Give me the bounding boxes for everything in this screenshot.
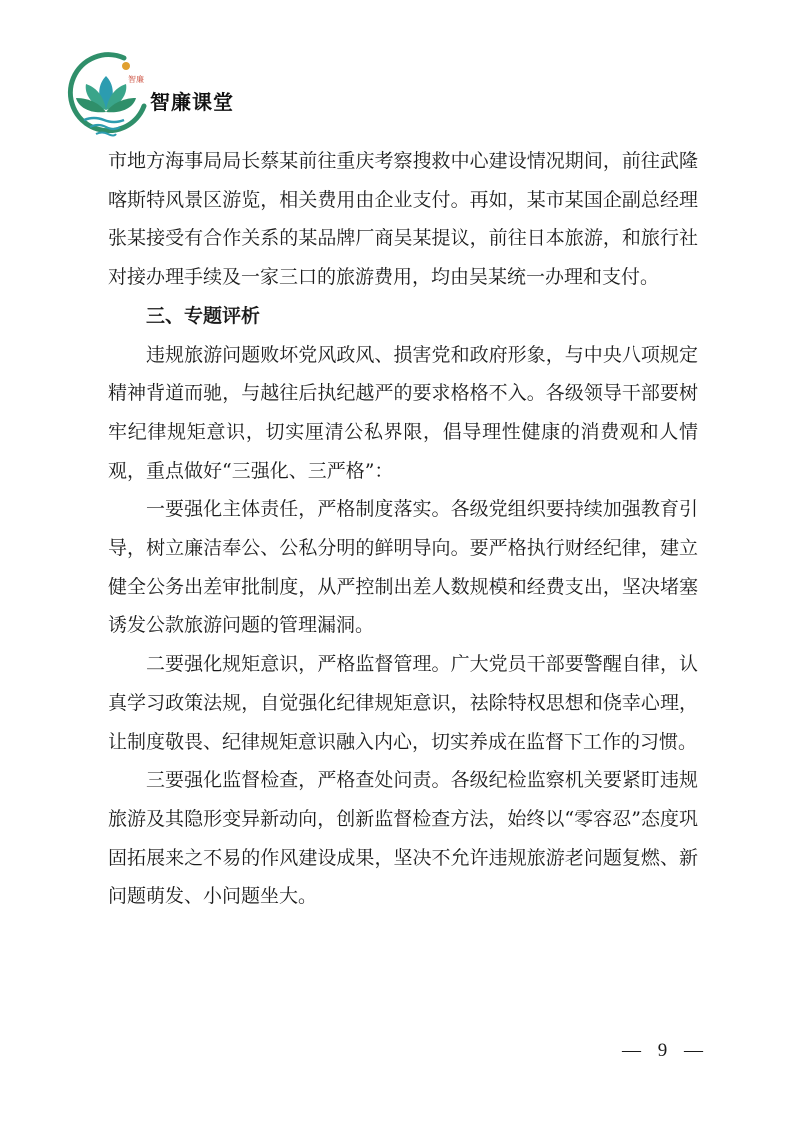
brand-name: 智廉课堂 xyxy=(150,90,234,114)
paragraph-point-one: 一要强化主体责任，严格制度落实。各级党组织要持续加强教育引导，树立廉洁奉公、公私分明的鲜明导向。要严格执行财经纪律，建立健全公务出差审批制度，从严控制出差人数规模和经费支出，坚决堵塞诱发公款旅游问题的管理漏洞。 xyxy=(108,498,698,637)
page-header xyxy=(58,48,318,140)
paragraph-point-three: 三要强化监督检查，严格查处问责。各级纪检监察机关要紧盯违规旅游及其隐形变异新动向，创新监督检查方法，始终以“零容忍”态度巩固拓展来之不易的作风建设成果，坚决不允许违规旅游老问题复燃、新问题萌发、小问题坐大。 xyxy=(108,769,698,908)
page-number: — 9 — xyxy=(622,1040,709,1061)
lotus-logo-icon xyxy=(58,48,154,140)
paragraph-analysis: 违规旅游问题败坏党风政风、损害党和政府形象，与中央八项规定精神背道而驰，与越往后执纪越严的要求格格不入。各级领导干部要树牢纪律规矩意识，切实厘清公私界限，倡导理性健康的消费观和人情观，重点做好“三强化、三严格”： xyxy=(108,343,698,482)
paragraph-continuation: 市地方海事局局长蔡某前往重庆考察搜救中心建设情况期间，前往武隆喀斯特风景区游览，相关费用由企业支付。再如，某市某国企副总经理张某接受有合作关系的某品牌厂商吴某提议，前往日本旅游，和旅行社对接办理手续及一家三口的旅游费用，均由吴某统一办理和支付。 xyxy=(108,150,698,289)
paragraph-point-two: 二要强化规矩意识，严格监督管理。广大党员干部要警醒自律，认真学习政策法规，自觉强化纪律规矩意识，祛除特权思想和侥幸心理，让制度敬畏、纪律规矩意识融入内心，切实养成在监督下工作的习惯。 xyxy=(108,653,698,753)
logo-seal-text: 智廉 xyxy=(128,75,144,84)
document-body xyxy=(108,142,698,916)
section-heading: 三、专题评析 xyxy=(146,304,261,327)
